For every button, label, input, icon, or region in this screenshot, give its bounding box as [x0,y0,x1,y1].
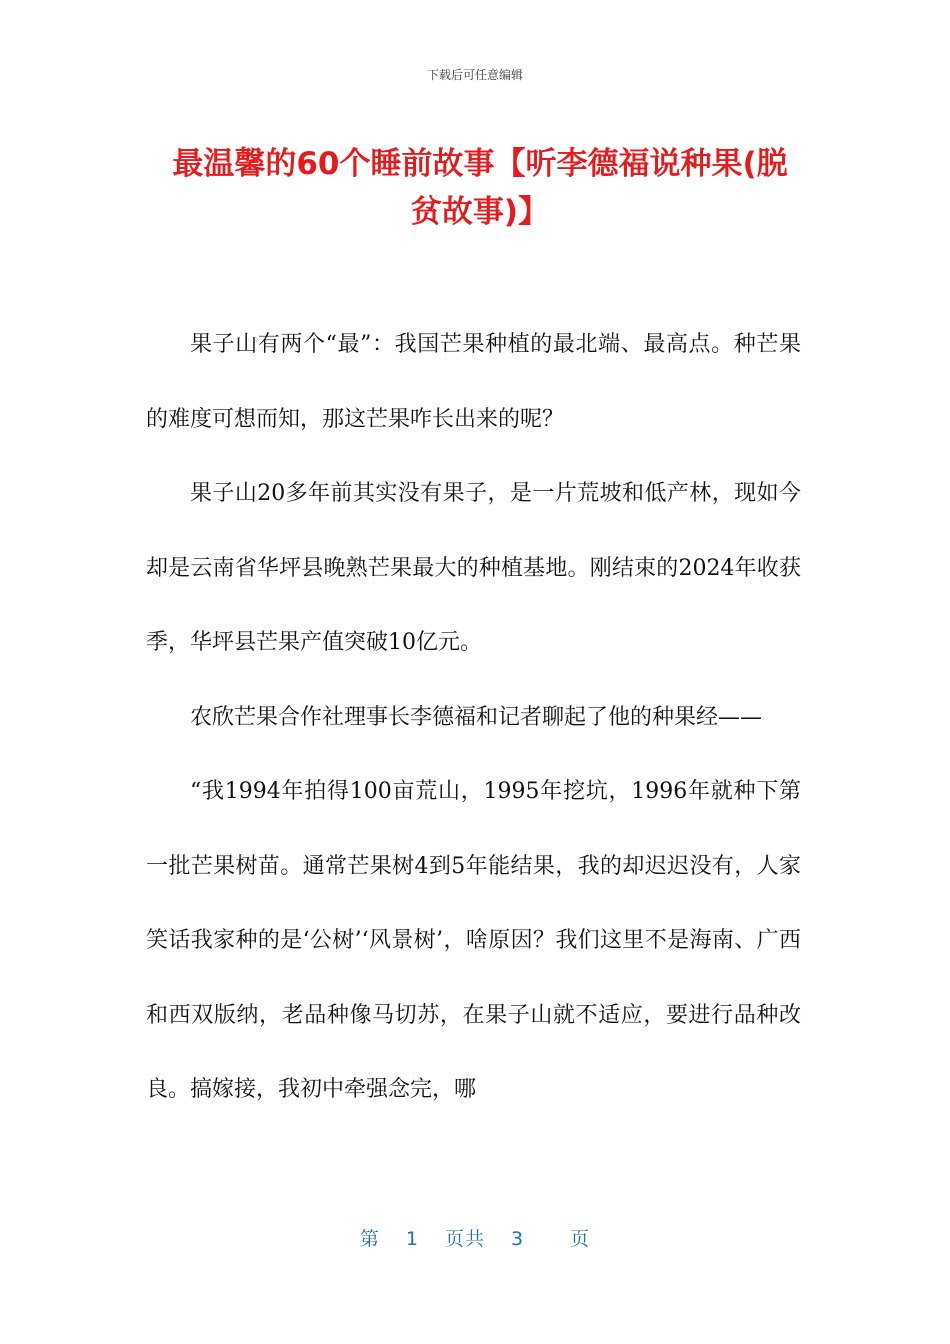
current-page-number: 1 [405,1228,419,1250]
paragraph-2: 果子山20多年前其实没有果子，是一片荒坡和低产林，现如今却是云南省华坪县晚熟芒果最大的种植基地。刚结束的2024年收获季，华坪县芒果产值突破10亿元。 [146,481,801,655]
total-page-count: 3 [511,1228,525,1250]
page-prefix: 第 [359,1228,380,1250]
page-suffix: 页 [570,1228,591,1250]
paragraph-4: “我1994年拍得100亩荒山，1995年挖坑，1996年就种下第一批芒果树苗。通常芒果树4到5年能结果，我的却迟迟没有，人家笑话我家种的是‘公树’‘风景树’，啥原因？我们这里不是海南、广西和西双版纳，老品种像马切苏，在果子山就不适应，要进行品种改良。搞嫁接，我初中牵强念完，哪 [146,779,801,1102]
paragraph-1: 果子山有两个“最”：我国芒果种植的最北端、最高点。种芒果的难度可想而知，那这芒果咋长出来的呢？ [146,332,801,432]
page-header: 下载后可任意编辑 [426,68,523,82]
document-body [146,308,801,1128]
page-middle: 页共 [444,1228,485,1250]
paragraph-3: 农欣芒果合作社理事长李德福和记者聊起了他的种果经—— [190,704,763,730]
document-title: 最温馨的60个睡前故事【听李德福说种果(脱贫故事)】 [172,146,788,230]
page-footer [0,1224,950,1251]
